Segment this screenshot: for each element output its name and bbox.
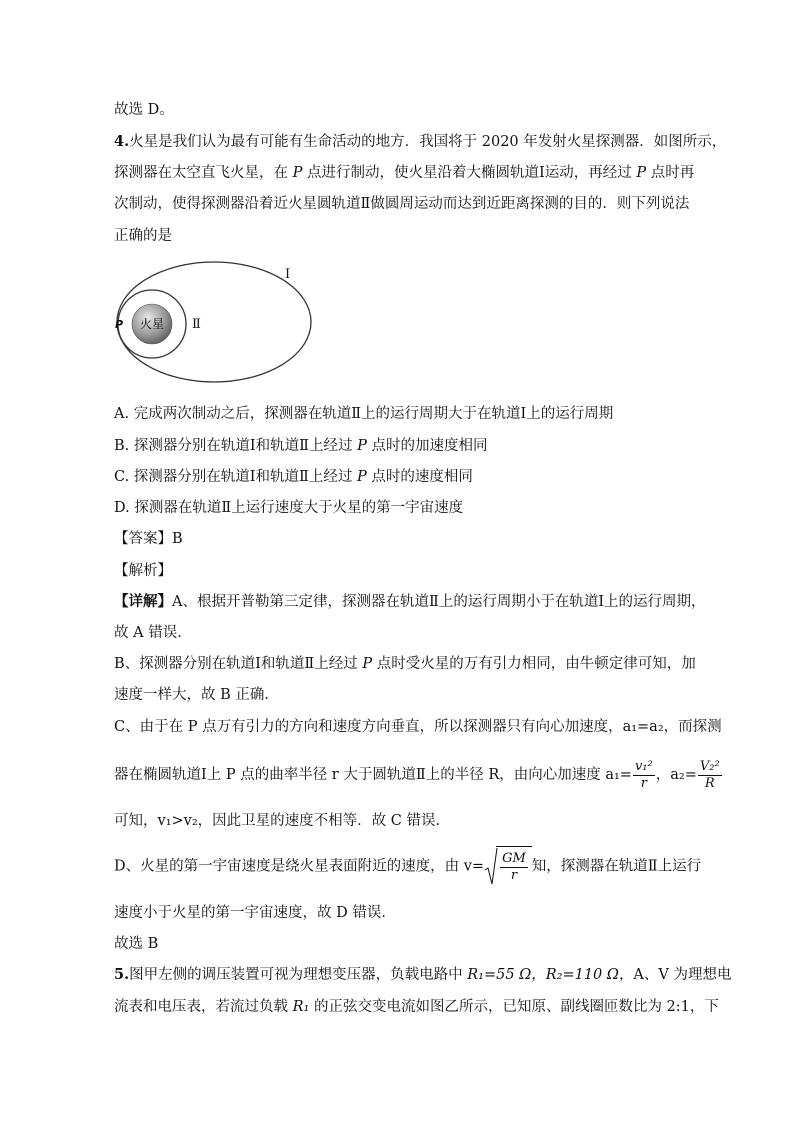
orbit-i-label: Ⅰ — [285, 267, 291, 282]
answer-value: B — [172, 531, 183, 547]
option-b-point: P — [357, 438, 367, 454]
question-5-number: 5. — [114, 966, 130, 983]
detail-point-p: P — [362, 656, 373, 672]
fraction-2-numerator: V₂² — [699, 758, 720, 774]
q4-text-b5: 点时再 — [646, 165, 695, 181]
question-5-line-1 — [114, 965, 731, 985]
detail-line-3 — [114, 654, 696, 674]
option-c-point: P — [357, 469, 367, 485]
fraction-1-numerator: v₁² — [634, 758, 653, 774]
detail-text-6b: ，a₂= — [655, 767, 697, 783]
detail-text-8b: 知，探测器在轨道Ⅱ上运行 — [531, 858, 702, 875]
option-c-text-3: 点时的速度相同 — [366, 469, 473, 485]
option-c-text-1: C. 探测器分别在轨道Ⅰ和轨道Ⅱ上经过 — [114, 469, 357, 485]
detail-line-7: 可知，v₁>v₂，因此卫星的速度不相等．故 C 错误． — [114, 813, 450, 829]
question-4-number: 4. — [114, 133, 130, 150]
question-4-line-2 — [114, 163, 694, 183]
detail-line-9: 速度小于火星的第一宇宙速度，故 D 错误． — [114, 905, 396, 921]
sqrt-numerator: GM — [502, 850, 526, 866]
q4-point-p-2: P — [636, 165, 647, 181]
fraction-2-denominator: R — [704, 775, 715, 791]
detail-line-5: C、由于在 P 点万有引力的方向和速度方向垂直，所以探测器只有向心加速度，a₁=a₂，而探测 — [114, 719, 722, 735]
q5-text-a3: A、V 为理想电 — [633, 967, 732, 983]
q4-point-p: P — [292, 165, 303, 181]
detail-text-1: A、根据开普勒第三定律，探测器在轨道Ⅱ上的运行周期小于在轨道Ⅰ上的运行周期， — [172, 594, 706, 610]
question-4-line-4: 正确的是 — [114, 228, 172, 244]
orbit-figure — [110, 258, 320, 388]
detail-line-1 — [114, 592, 706, 612]
q4-text-b3: 点进行制动，使火星沿着大椭圆轨道Ⅰ运动，再经过 — [302, 165, 637, 181]
mars-label: 火星 — [139, 317, 165, 331]
question-5-line-2 — [114, 997, 719, 1017]
option-b-text-3: 点时的加速度相同 — [366, 438, 488, 454]
detail-line-2: 故 A 错误． — [114, 625, 192, 641]
orbit-ii-label: Ⅱ — [192, 317, 201, 332]
analysis-tag: 【解析】 — [114, 563, 172, 579]
option-c — [114, 467, 473, 487]
question-4-line-3: 次制动，使得探测器沿着近火星圆轨道Ⅱ做圆周运动而达到近距离探测的目的．则下列说法 — [114, 196, 690, 212]
q5-text-b3: 的正弦交变电流如图乙所示，已知原、副线圈匝数比为 2:1，下 — [309, 999, 719, 1015]
option-b-text-1: B. 探测器分别在轨道Ⅰ和轨道Ⅱ上经过 — [114, 438, 358, 454]
fraction-v2-over-r — [698, 759, 722, 792]
fraction-v1-over-r — [633, 759, 655, 792]
q5-text-a1: 图甲左侧的调压装置可视为理想变压器，负载电路中 — [129, 967, 468, 983]
detail-text-6a: 器在椭圆轨道Ⅰ上 P 点的曲率半径 r 大于圆轨道Ⅱ上的半径 R，由向心加速度 a₁= — [114, 767, 632, 783]
detail-line-8 — [114, 846, 701, 887]
detail-tag: 【详解】 — [114, 593, 172, 610]
sqrt-denominator: r — [510, 867, 518, 883]
q4-text-b1: 探测器在太空直飞火星，在 — [114, 165, 293, 181]
option-d: D. 探测器在轨道Ⅱ上运行速度大于火星的第一宇宙速度 — [114, 500, 464, 516]
question-4-line-1 — [114, 132, 726, 152]
option-b — [114, 436, 487, 456]
point-p-label: P — [115, 318, 124, 331]
detail-text-8a: D、火星的第一宇宙速度是绕火星表面附近的速度，由 v= — [114, 858, 485, 875]
answer-line — [114, 529, 183, 549]
sqrt-gm-over-r — [484, 846, 532, 887]
detail-line-4: 速度一样大，故 B 正确． — [114, 687, 279, 703]
fraction-1-denominator: r — [640, 775, 647, 791]
detail-line-10: 故选 B — [114, 936, 159, 952]
q5-text-b1: 流表和电压表，若流过负载 — [114, 999, 293, 1015]
detail-line-6 — [114, 758, 723, 792]
detail-text-3c: 点时受火星的万有引力相同，由牛顿定律可知，加 — [372, 656, 696, 672]
prev-conclusion: 故选 D。 — [114, 102, 174, 118]
option-a: A. 完成两次制动之后，探测器在轨道Ⅱ上的运行周期大于在轨道Ⅰ上的运行周期 — [114, 406, 614, 422]
q4-text-a: 火星是我们认为最有可能有生命活动的地方．我国将于 2020 年发射火星探测器．如图所示， — [129, 134, 727, 150]
answer-tag: 【答案】 — [114, 531, 172, 547]
q5-r1: R₁ — [292, 999, 310, 1015]
detail-text-3a: B、探测器分别在轨道Ⅰ和轨道Ⅱ上经过 — [114, 656, 363, 672]
q5-resistors: R₁=55 Ω，R₂=110 Ω， — [467, 967, 634, 983]
